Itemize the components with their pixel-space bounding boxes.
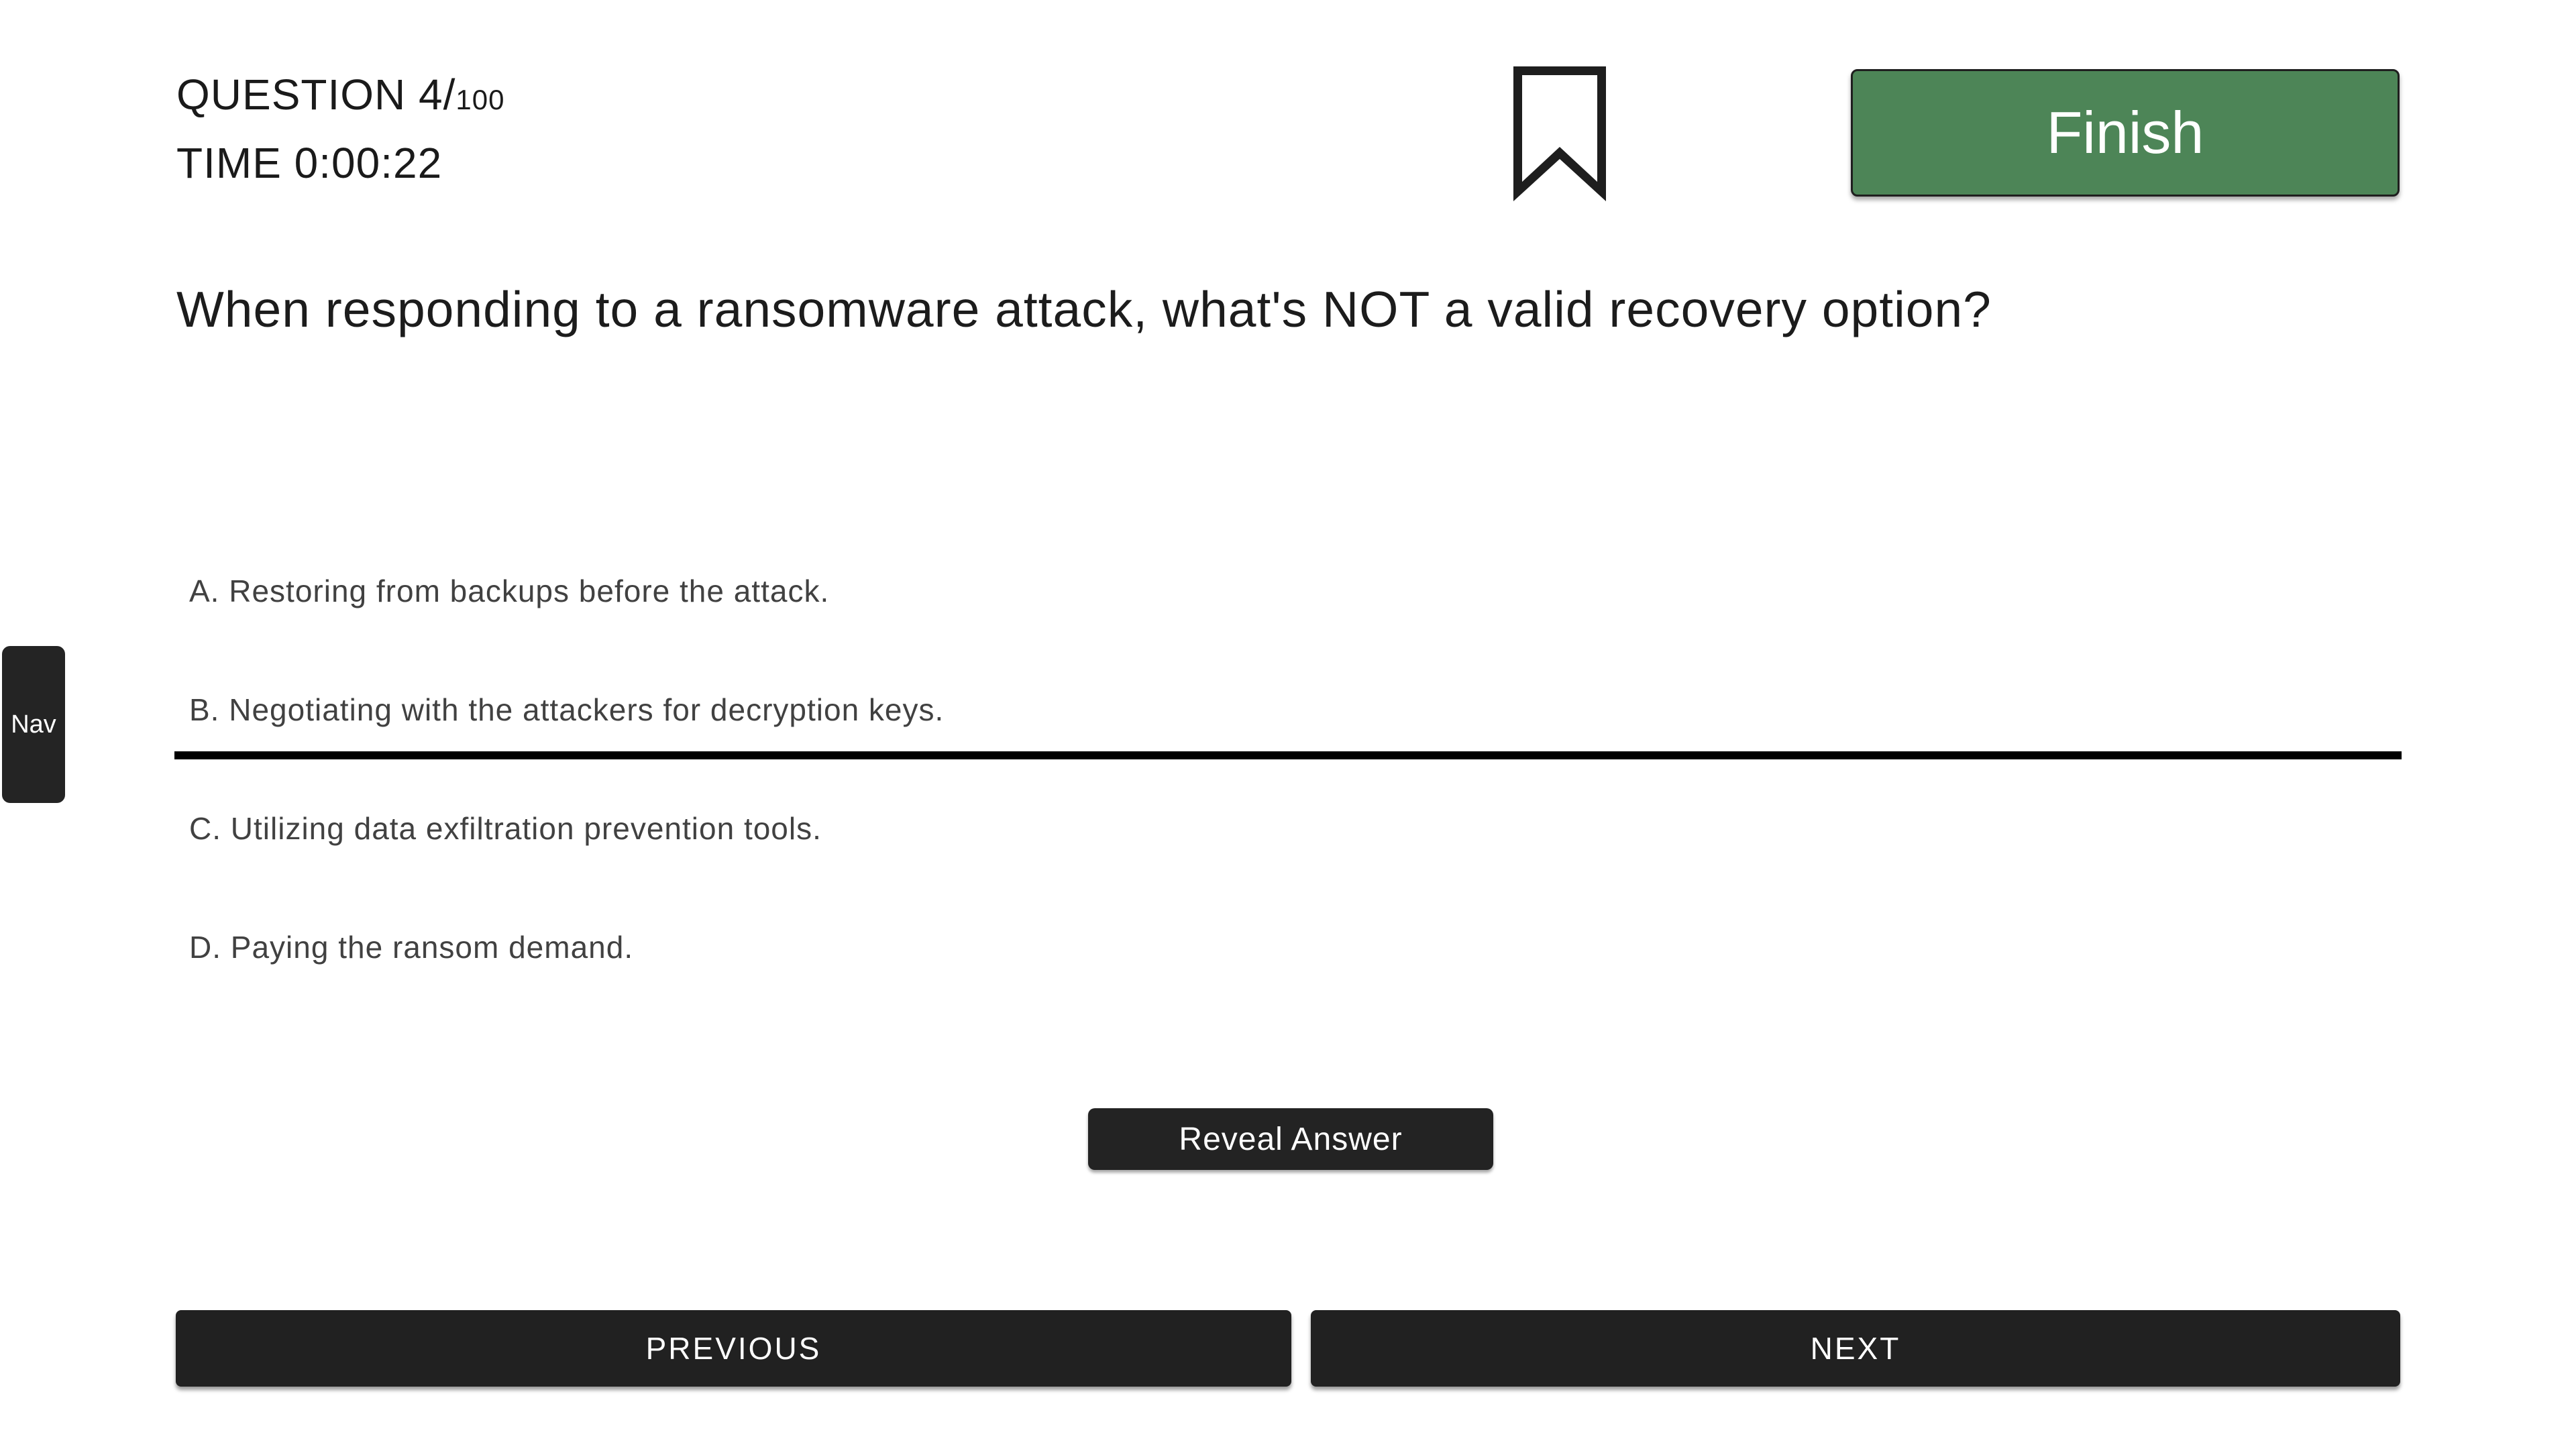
answer-option-a-label: A. Restoring from backups before the attack. <box>189 574 830 608</box>
bookmark-icon[interactable] <box>1513 66 1606 201</box>
previous-button[interactable] <box>176 1310 1291 1387</box>
nav-drawer-tab[interactable] <box>2 646 65 803</box>
answer-option-c-label: C. Utilizing data exfiltration prevention tools. <box>189 811 822 846</box>
answer-divider <box>174 751 2402 759</box>
next-button-label: NEXT <box>1810 1331 1901 1366</box>
next-button[interactable] <box>1311 1310 2400 1387</box>
finish-button[interactable] <box>1851 69 2400 197</box>
answer-option-a[interactable] <box>189 571 2396 611</box>
reveal-answer-button[interactable] <box>1088 1108 1493 1170</box>
answer-option-b[interactable] <box>189 690 2396 730</box>
answer-option-d-label: D. Paying the ransom demand. <box>189 930 634 965</box>
answer-option-c[interactable] <box>189 808 2396 849</box>
timer <box>176 138 442 188</box>
timer-text: TIME 0:00:22 <box>176 139 443 187</box>
question-text: When responding to a ransomware attack, what's NOT a valid recovery option? <box>176 281 1992 337</box>
question-counter <box>176 70 504 119</box>
question-counter-total: 100 <box>455 84 505 115</box>
previous-button-label: PREVIOUS <box>645 1331 822 1366</box>
answer-option-b-label: B. Negotiating with the attackers for decryption keys. <box>189 692 945 727</box>
nav-drawer-tab-label: Nav <box>11 710 56 739</box>
finish-button-label: Finish <box>2046 99 2204 166</box>
answer-option-d[interactable] <box>189 927 2396 967</box>
question-counter-prefix: QUESTION 4/ <box>176 70 456 119</box>
reveal-answer-label: Reveal Answer <box>1179 1121 1403 1157</box>
